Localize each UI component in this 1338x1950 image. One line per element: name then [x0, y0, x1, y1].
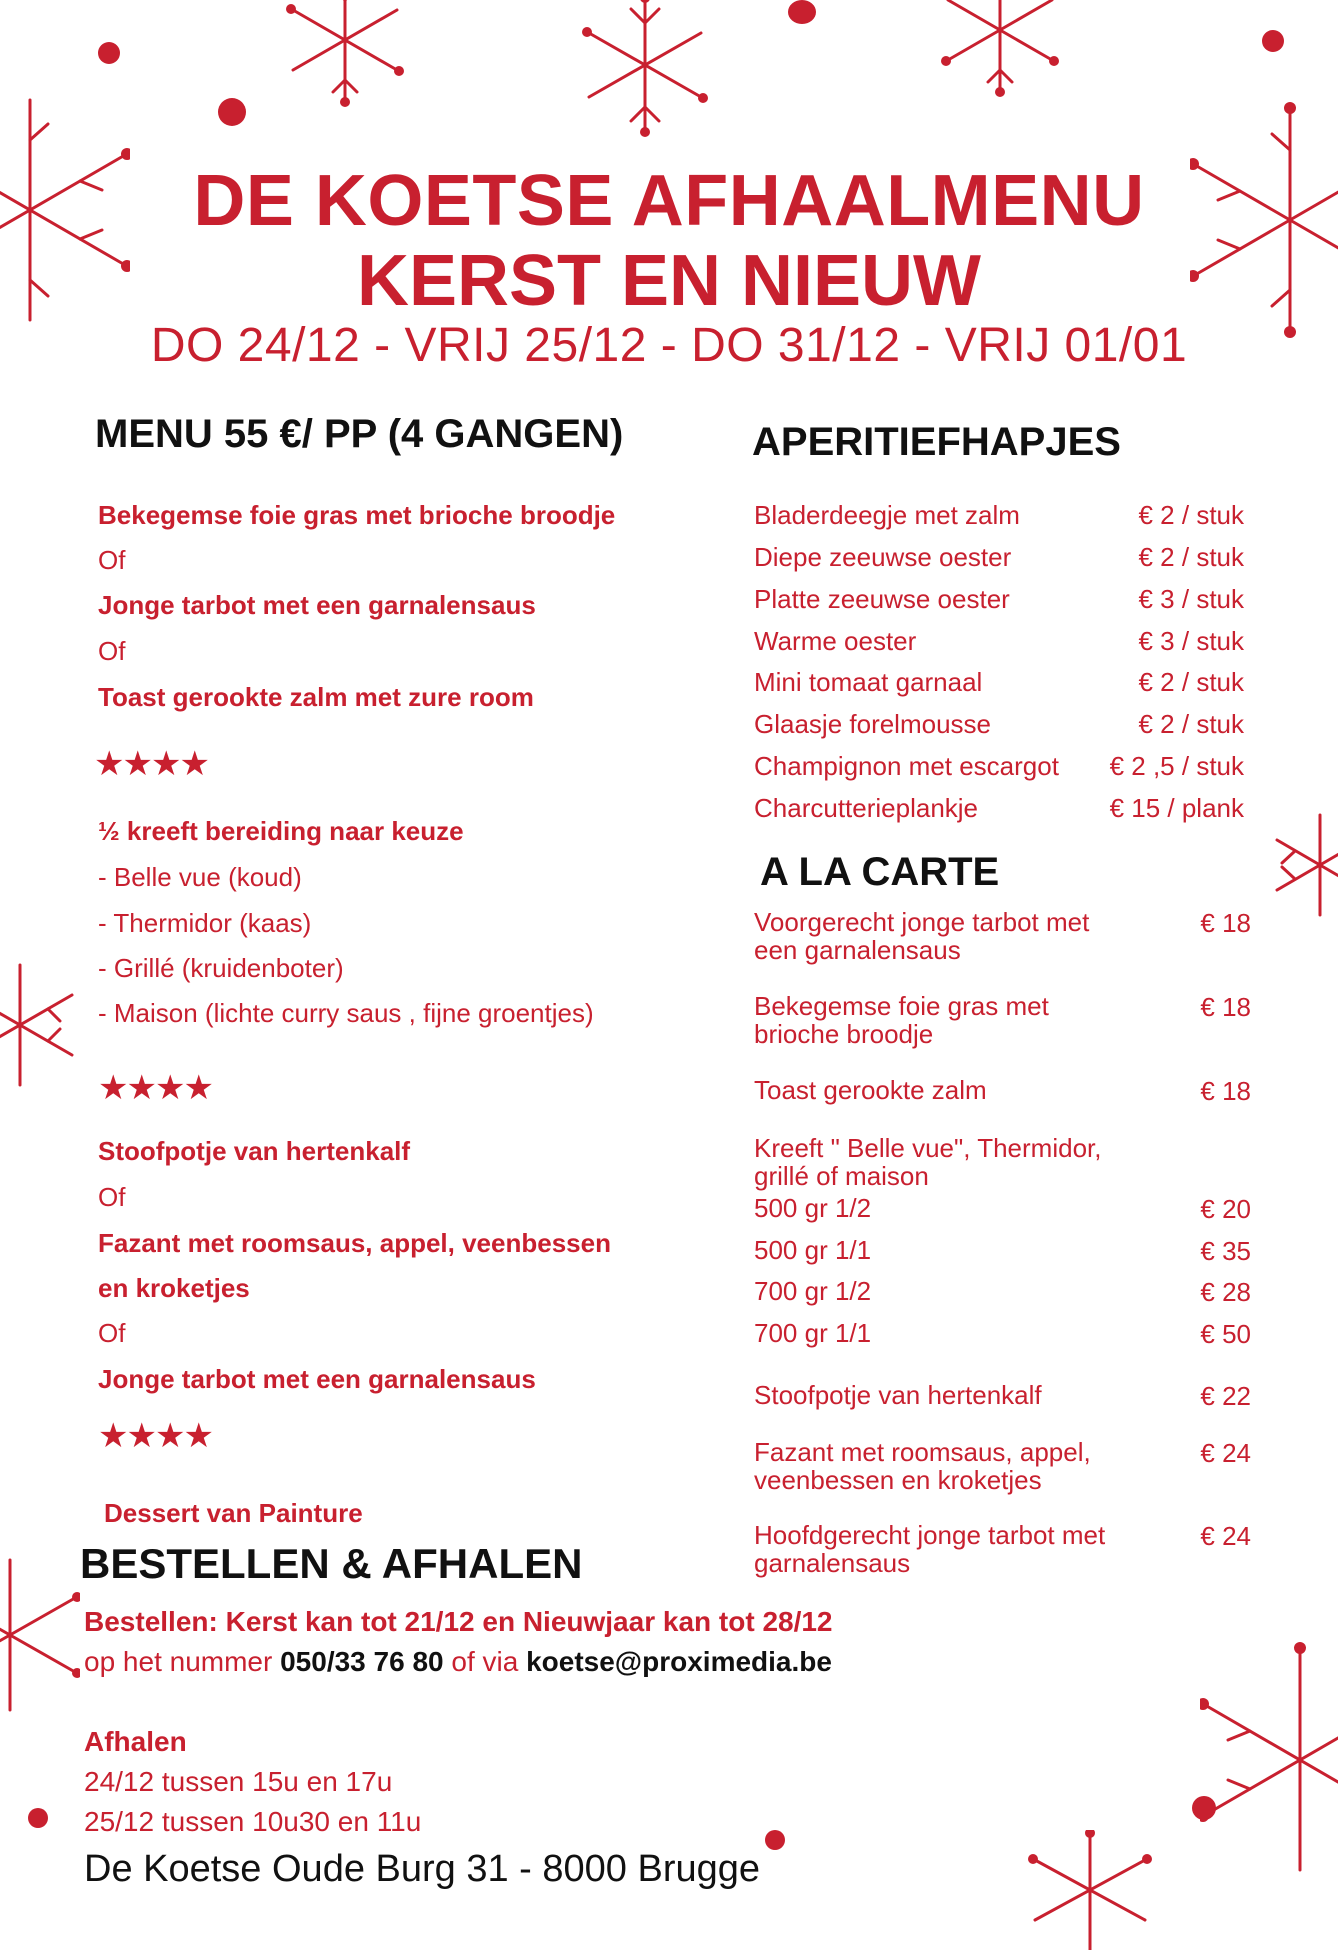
berry-decoration	[765, 1830, 785, 1850]
aperitief-item-name: Platte zeeuwse oester	[754, 584, 1010, 614]
menu-course1-line: Of	[98, 545, 126, 575]
snowflake-icon	[570, 0, 720, 140]
carte-item-name: Hoofdgerecht jonge tarbot met garnalensaus	[754, 1520, 1106, 1578]
carte-item-price: € 35	[1200, 1236, 1251, 1266]
carte-item-name: Fazant met roomsaus, appel, veenbessen en kroketjes	[754, 1437, 1091, 1495]
menu-course3-line: Of	[98, 1318, 126, 1348]
aperitief-item-name: Diepe zeeuwse oester	[754, 542, 1012, 572]
aperitief-item-price: € 2 / stuk	[1138, 542, 1244, 572]
carte-item-name: 700 gr 1/1	[754, 1318, 872, 1348]
menu-course1-line: Jonge tarbot met een garnalensaus	[98, 590, 536, 620]
snowflake-icon	[0, 955, 80, 1095]
aperitief-item-price: € 2 ,5 / stuk	[1109, 751, 1244, 781]
snowflake-icon	[1200, 1640, 1338, 1880]
pickup-time: 25/12 tussen 10u30 en 11u	[84, 1806, 422, 1837]
carte-item-price: € 22	[1200, 1381, 1251, 1411]
menu-course3-line: Jonge tarbot met een garnalensaus	[98, 1364, 536, 1394]
berry-decoration	[1262, 30, 1284, 52]
menu-course2-option: - Grillé (kruidenboter)	[98, 953, 344, 983]
order-heading: BESTELLEN & AFHALEN	[80, 1540, 583, 1587]
carte-item-price: € 24	[1200, 1521, 1251, 1551]
aperitief-item-name: Champignon met escargot	[754, 751, 1059, 781]
contact-prefix: op het nummer	[84, 1646, 281, 1677]
carte-item-price: € 50	[1200, 1319, 1251, 1349]
aperitief-item-price: € 2 / stuk	[1138, 709, 1244, 739]
berry-decoration	[98, 42, 120, 64]
carte-item-name: 700 gr 1/2	[754, 1276, 872, 1306]
aperitief-item-name: Charcutterieplankje	[754, 793, 979, 823]
carte-item-price: € 18	[1200, 1076, 1251, 1106]
menu-course2-option: - Belle vue (koud)	[98, 862, 302, 892]
berry-decoration	[28, 1808, 48, 1828]
order-contact	[84, 1646, 832, 1678]
menu-course1-line: Toast gerookte zalm met zure room	[98, 682, 534, 712]
contact-mid: of via	[443, 1646, 527, 1677]
order-deadline: Bestellen: Kerst kan tot 21/12 en Nieuwjaar kan tot 28/12	[84, 1606, 833, 1637]
aperitief-item-price: € 2 / stuk	[1138, 500, 1244, 530]
menu-course1-line: Of	[98, 636, 126, 666]
menu-course2-option: - Maison (lichte curry saus , fijne groentjes)	[98, 998, 594, 1028]
carte-item-price: € 20	[1200, 1194, 1251, 1224]
menu-course3-line: en kroketjes	[98, 1273, 250, 1303]
berry-decoration	[1192, 1796, 1216, 1820]
carte-item-name: Toast gerookte zalm	[754, 1075, 987, 1105]
snowflake-icon	[275, 0, 415, 110]
menu-course1-line: Bekegemse foie gras met brioche broodje	[98, 500, 616, 530]
menu-course3-line: Fazant met roomsaus, appel, veenbessen	[98, 1228, 611, 1258]
menu-course3-line: Stoofpotje van hertenkalf	[98, 1136, 411, 1166]
carte-item-name: Kreeft " Belle vue", Thermidor, grillé of maison	[754, 1133, 1102, 1191]
aperitief-item-price: € 2 / stuk	[1138, 667, 1244, 697]
menu-heading: MENU 55 €/ PP (4 GANGEN)	[95, 412, 624, 456]
star-divider: ★★★★	[98, 1417, 212, 1455]
aperitief-item-price: € 3 / stuk	[1138, 626, 1244, 656]
service-dates: DO 24/12 - VRIJ 25/12 - DO 31/12 - VRIJ 01/01	[150, 319, 1188, 372]
menu-course3-line: Of	[98, 1182, 126, 1212]
carte-item-price: € 18	[1200, 992, 1251, 1022]
carte-item-name: 500 gr 1/1	[754, 1235, 872, 1265]
aperitief-item-name: Warme oester	[754, 626, 917, 656]
aperitief-item-name: Glaasje forelmousse	[754, 709, 991, 739]
berry-decoration	[218, 98, 246, 126]
carte-item-name: Voorgerecht jonge tarbot met een garnalensaus	[754, 907, 1090, 965]
phone-number[interactable]: 050/33 76 80	[280, 1646, 444, 1677]
email-link[interactable]: koetse@proximedia.be	[526, 1646, 832, 1677]
menu-course2-option: - Thermidor (kaas)	[98, 908, 312, 938]
page-subtitle: KERST EN NIEUW	[356, 241, 982, 321]
aperitief-heading: APERITIEFHAPJES	[752, 420, 1121, 464]
carte-item-price: € 24	[1200, 1438, 1251, 1468]
aperitief-item-price: € 15 / plank	[1109, 793, 1244, 823]
berry-decoration	[788, 0, 816, 24]
star-divider: ★★★★	[94, 745, 208, 783]
pickup-heading: Afhalen	[84, 1726, 187, 1757]
carte-item-price: € 18	[1200, 908, 1251, 938]
aperitief-item-price: € 3 / stuk	[1138, 584, 1244, 614]
carte-item-name: Stoofpotje van hertenkalf	[754, 1380, 1042, 1410]
page-title: DE KOETSE AFHAALMENU	[193, 161, 1145, 241]
snowflake-icon	[1020, 1830, 1160, 1950]
aperitief-item-name: Mini tomaat garnaal	[754, 667, 983, 697]
snowflake-icon	[1260, 805, 1338, 925]
pickup-time: 24/12 tussen 15u en 17u	[84, 1766, 393, 1797]
snowflake-icon	[0, 1550, 80, 1720]
menu-course2-title: ½ kreeft bereiding naar keuze	[98, 816, 464, 846]
restaurant-address: De Koetse Oude Burg 31 - 8000 Brugge	[84, 1848, 761, 1890]
carte-item-name: Bekegemse foie gras met brioche broodje	[754, 991, 1049, 1049]
menu-dessert: Dessert van Painture	[104, 1498, 363, 1528]
carte-heading: A LA CARTE	[760, 850, 1000, 894]
aperitief-item-name: Bladerdeegje met zalm	[754, 500, 1020, 530]
star-divider: ★★★★	[98, 1069, 212, 1107]
carte-item-name: 500 gr 1/2	[754, 1193, 872, 1223]
carte-item-price: € 28	[1200, 1277, 1251, 1307]
snowflake-icon	[930, 0, 1070, 100]
